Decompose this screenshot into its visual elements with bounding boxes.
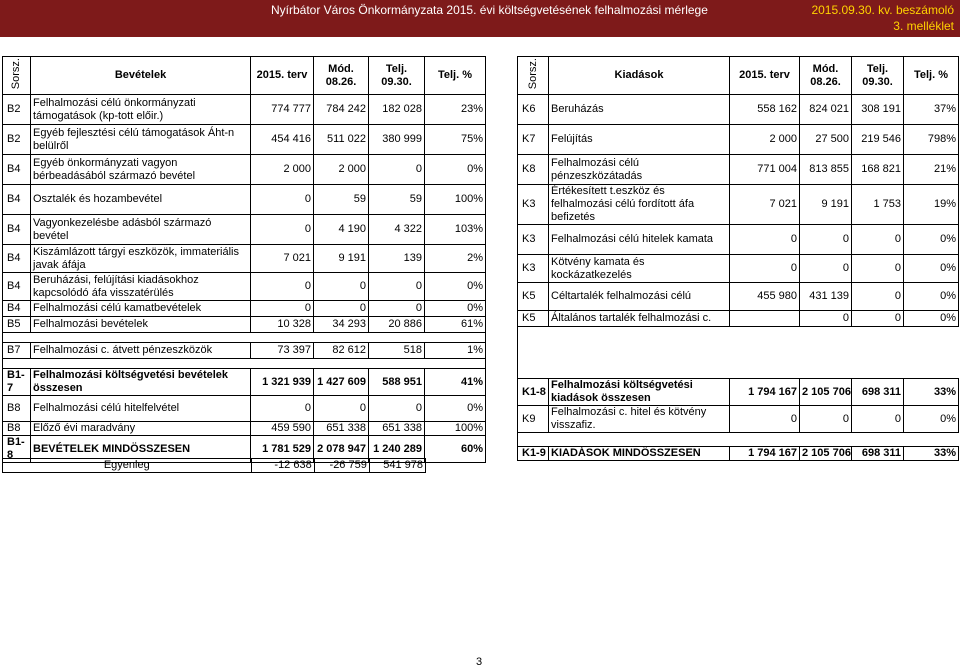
row-label: Kiszámlázott tárgyi eszközök, immateriális javak áfája [31,245,251,273]
table-row [518,255,959,283]
row-telj: 1 753 [852,185,904,225]
row-label: Vagyonkezelésbe adásból származó bevétel [31,215,251,245]
col-bevetelek: Bevételek [31,57,251,95]
table-row [518,95,959,125]
balance-row [3,459,426,473]
row-plan: 455 980 [730,283,800,311]
row-pct: 61% [425,317,486,333]
col-pct: Telj. % [904,57,959,95]
row-code: B1-7 [3,369,31,396]
row-mod: 2 078 947 [314,436,369,463]
expenditure-table [517,56,959,461]
col-mod: Mód. 08.26. [314,57,369,95]
balance-plan: -12 638 [251,459,314,473]
row-label: Felhalmozási költségvetési kiadások összesen [549,379,730,406]
row-pct: 0% [425,396,486,422]
row-code: K8 [518,155,549,185]
row-telj: 698 311 [852,447,904,461]
annex-label: 3. melléklet [893,19,954,33]
row-label: BEVÉTELEK MINDÖSSZESEN [31,436,251,463]
balance-telj: 541 978 [369,459,425,473]
row-label: Felhalmozási bevételek [31,317,251,333]
empty-row [518,327,959,343]
row-pct: 103% [425,215,486,245]
row-code: K5 [518,311,549,327]
row-telj: 0 [852,406,904,433]
row-code: B7 [3,343,31,359]
row-plan: 73 397 [251,343,314,359]
row-mod: 0 [800,225,852,255]
row-telj: 219 546 [852,125,904,155]
table-row [3,343,486,359]
row-telj: 588 951 [369,369,425,396]
row-mod: 2 000 [314,155,369,185]
empty-row [518,353,959,369]
empty-cell [518,343,959,353]
row-code: K3 [518,225,549,255]
row-telj: 0 [369,273,425,301]
row-label: Egyéb fejlesztési célú támogatások Áht-n belülről [31,125,251,155]
table-row [518,225,959,255]
row-mod: 0 [314,273,369,301]
row-telj: 0 [852,225,904,255]
row-telj: 651 338 [369,422,425,436]
col-telj: Telj. 09.30. [369,57,425,95]
col-mod: Mód. 08.26. [800,57,852,95]
empty-row [518,369,959,379]
row-mod: 431 139 [800,283,852,311]
balance-label: Egyenleg [3,459,252,473]
empty-cell [518,369,959,379]
row-pct: 19% [904,185,959,225]
row-mod: 1 427 609 [314,369,369,396]
row-label: Általános tartalék felhalmozási c. [549,311,730,327]
row-code: B4 [3,301,31,317]
row-pct: 33% [904,447,959,461]
row-plan: 0 [251,215,314,245]
row-pct: 75% [425,125,486,155]
row-plan: 7 021 [730,185,800,225]
row-telj: 0 [852,283,904,311]
row-pct: 37% [904,95,959,125]
row-label: Beruházási, felújítási kiadásokhoz kapcsolódó áfa visszatérülés [31,273,251,301]
table-row [3,369,486,396]
row-plan: 2 000 [251,155,314,185]
row-label: Felhalmozási célú kamatbevételek [31,301,251,317]
separator-row [3,333,486,343]
row-label: Értékesített t.eszköz és felhalmozási célú fordított áfa befizetés [549,185,730,225]
row-pct: 100% [425,422,486,436]
row-code: B1-8 [3,436,31,463]
row-pct: 0% [904,283,959,311]
table-row [518,447,959,461]
revenue-header-row [3,57,486,95]
row-code: K7 [518,125,549,155]
table-row [518,311,959,327]
row-mod: 82 612 [314,343,369,359]
row-label: Felhalmozási célú hitelek kamata [549,225,730,255]
row-label: Felhalmozási költségvetési bevételek összesen [31,369,251,396]
row-code: B4 [3,215,31,245]
table-row [3,422,486,436]
row-mod: 27 500 [800,125,852,155]
row-pct: 23% [425,95,486,125]
row-plan: 2 000 [730,125,800,155]
row-plan: 0 [251,301,314,317]
row-pct: 0% [904,225,959,255]
row-plan [730,311,800,327]
row-plan: 0 [730,255,800,283]
row-mod: 813 855 [800,155,852,185]
row-code: K5 [518,283,549,311]
separator-cell [3,359,486,369]
table-row [3,245,486,273]
row-pct: 2% [425,245,486,273]
row-plan: 10 328 [251,317,314,333]
row-plan: 1 781 529 [251,436,314,463]
row-code: B5 [3,317,31,333]
row-code: B4 [3,185,31,215]
row-label: Felhalmozási célú önkormányzati támogatások (kp-tott előir.) [31,95,251,125]
table-row [3,273,486,301]
row-pct: 100% [425,185,486,215]
row-mod: 2 105 706 [800,379,852,406]
row-telj: 0 [369,301,425,317]
row-telj: 0 [852,311,904,327]
row-plan: 771 004 [730,155,800,185]
col-telj: Telj. 09.30. [852,57,904,95]
row-mod: 651 338 [314,422,369,436]
row-telj: 1 240 289 [369,436,425,463]
row-plan: 558 162 [730,95,800,125]
col-kiadasok: Kiadások [549,57,730,95]
row-mod: 824 021 [800,95,852,125]
row-plan: 1 321 939 [251,369,314,396]
table-row [3,125,486,155]
row-mod: 4 190 [314,215,369,245]
document-title: Nyírbátor Város Önkormányzata 2015. évi költségvetésének felhalmozási mérlege [271,3,708,17]
balance-mod: -26 759 [314,459,369,473]
row-label: Felhalmozási célú pénzeszközátadás [549,155,730,185]
row-telj: 0 [852,255,904,283]
empty-row [518,433,959,447]
table-row [518,125,959,155]
col-plan: 2015. terv [730,57,800,95]
empty-row [518,343,959,353]
row-mod: 2 105 706 [800,447,852,461]
page-header-band [0,0,960,37]
row-telj: 4 322 [369,215,425,245]
empty-cell [518,433,959,447]
row-label: Felújítás [549,125,730,155]
row-plan: 1 794 167 [730,379,800,406]
row-label: Felhalmozási c. átvett pénzeszközök [31,343,251,359]
table-row [518,155,959,185]
separator-row [3,359,486,369]
empty-cell [518,327,959,343]
row-label: Céltartalék felhalmozási célú [549,283,730,311]
table-row [518,185,959,225]
row-label: Kötvény kamata és kockázatkezelés [549,255,730,283]
row-code: B8 [3,422,31,436]
row-telj: 182 028 [369,95,425,125]
table-row [3,301,486,317]
row-code: B4 [3,273,31,301]
row-code: K3 [518,185,549,225]
row-pct: 0% [904,406,959,433]
col-pct: Telj. % [425,57,486,95]
row-telj: 698 311 [852,379,904,406]
table-row [3,396,486,422]
row-mod: 9 191 [800,185,852,225]
row-code: K1-8 [518,379,549,406]
row-pct: 0% [904,311,959,327]
row-pct: 0% [904,255,959,283]
row-code: B2 [3,125,31,155]
row-pct: 798% [904,125,959,155]
empty-cell [518,353,959,369]
row-mod: 0 [314,301,369,317]
separator-cell [3,333,486,343]
row-code: B4 [3,155,31,185]
row-pct: 0% [425,155,486,185]
row-mod: 9 191 [314,245,369,273]
row-telj: 139 [369,245,425,273]
row-plan: 454 416 [251,125,314,155]
col-plan: 2015. terv [251,57,314,95]
table-row [3,215,486,245]
row-mod: 34 293 [314,317,369,333]
row-label: Beruházás [549,95,730,125]
row-label: Felhalmozási c. hitel és kötvény visszafiz. [549,406,730,433]
row-mod: 0 [800,406,852,433]
expenditure-header-row [518,57,959,95]
row-telj: 168 821 [852,155,904,185]
row-mod: 511 022 [314,125,369,155]
row-plan: 459 590 [251,422,314,436]
row-telj: 20 886 [369,317,425,333]
row-telj: 518 [369,343,425,359]
row-label: Egyéb önkormányzati vagyon bérbeadásából származó bevétel [31,155,251,185]
row-pct: 41% [425,369,486,396]
row-plan: 7 021 [251,245,314,273]
row-plan: 1 794 167 [730,447,800,461]
row-mod: 0 [800,255,852,283]
table-row [518,283,959,311]
row-code: K1-9 [518,447,549,461]
row-code: B2 [3,95,31,125]
row-mod: 59 [314,185,369,215]
row-pct: 21% [904,155,959,185]
table-row [3,185,486,215]
row-code: K3 [518,255,549,283]
row-code: B4 [3,245,31,273]
row-code: B8 [3,396,31,422]
table-row [518,379,959,406]
row-pct: 0% [425,301,486,317]
row-pct: 60% [425,436,486,463]
row-code: K6 [518,95,549,125]
table-row [3,317,486,333]
row-mod: 784 242 [314,95,369,125]
row-plan: 0 [730,406,800,433]
row-telj: 308 191 [852,95,904,125]
row-pct: 1% [425,343,486,359]
row-label: Előző évi maradvány [31,422,251,436]
table-row [3,155,486,185]
row-telj: 0 [369,396,425,422]
row-plan: 0 [251,273,314,301]
row-plan: 0 [251,185,314,215]
row-telj: 59 [369,185,425,215]
row-label: KIADÁSOK MINDÖSSZESEN [549,447,730,461]
row-telj: 380 999 [369,125,425,155]
row-mod: 0 [314,396,369,422]
balance-table [2,458,426,473]
row-plan: 0 [730,225,800,255]
report-date: 2015.09.30. kv. beszámoló [811,3,954,17]
row-plan: 774 777 [251,95,314,125]
table-row [518,406,959,433]
col-sorsz: Sorsz. [3,57,31,95]
row-label: Osztalék és hozambevétel [31,185,251,215]
row-plan: 0 [251,396,314,422]
col-sorsz: Sorsz. [518,57,549,95]
revenue-table [2,56,486,463]
row-pct: 0% [425,273,486,301]
row-code: K9 [518,406,549,433]
table-row [3,95,486,125]
row-label: Felhalmozási célú hitelfelvétel [31,396,251,422]
row-mod: 0 [800,311,852,327]
row-pct: 33% [904,379,959,406]
row-telj: 0 [369,155,425,185]
page-number: 3 [476,656,483,668]
